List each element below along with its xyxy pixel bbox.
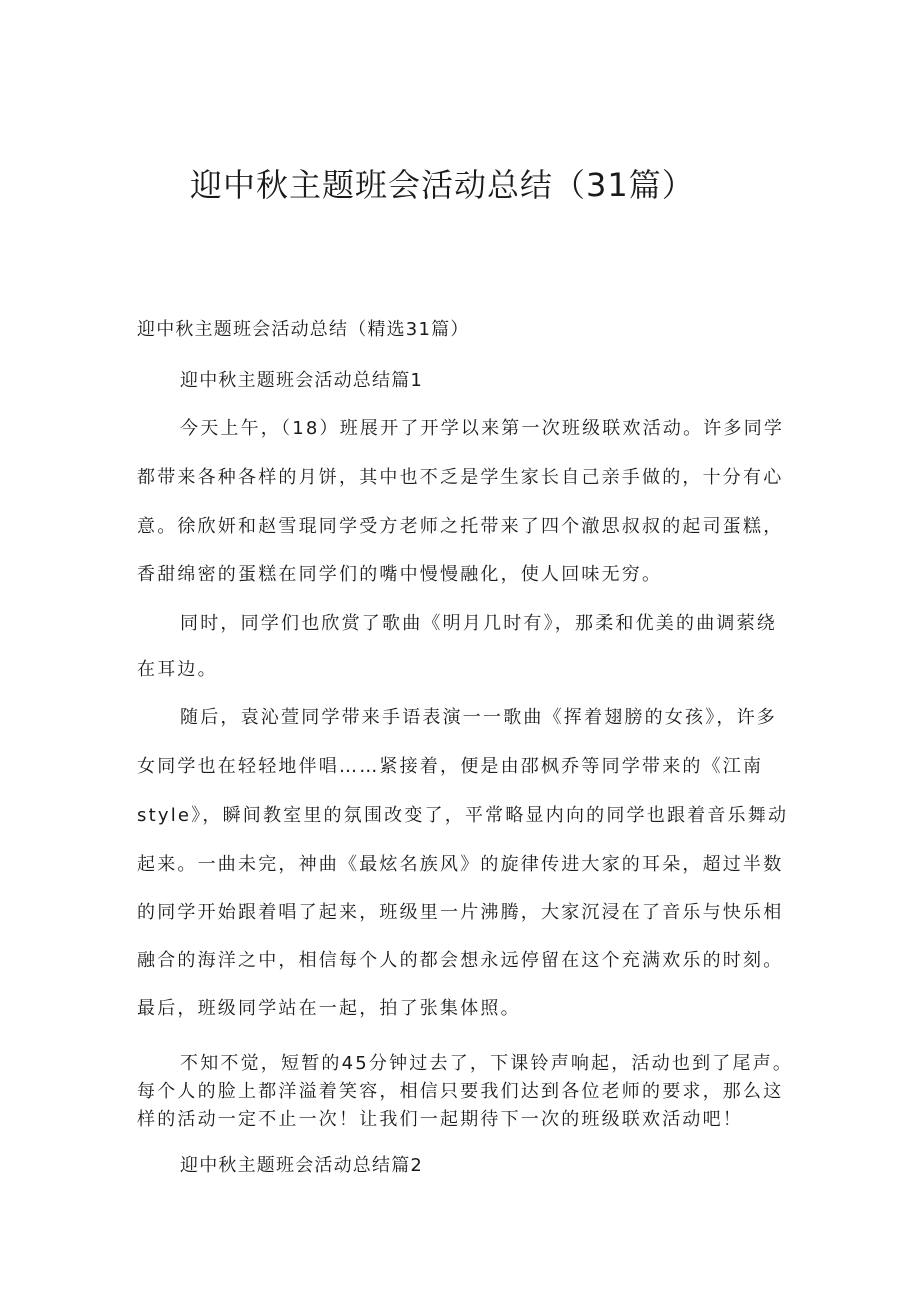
paragraph-2-line: 同时，同学们也欣赏了歌曲《明月几时有》，那柔和优美的曲调萦绕 [180, 613, 777, 634]
paragraph-3-line: 随后，袁沁萱同学带来手语表演一一歌曲《挥着翅膀的女孩》，许多 [180, 707, 777, 728]
paragraph-4-line: 每个人的脸上都洋溢着笑容，相信只要我们达到各位老师的要求，那么这 [137, 1081, 784, 1102]
paragraph-1-line: 意。徐欣妍和赵雪琨同学受方老师之托带来了四个澈思叔叔的起司蛋糕， [137, 516, 784, 537]
paragraph-3-line: 的同学开始跟着唱了起来，班级里一片沸腾，大家沉浸在了音乐与快乐相 [137, 902, 784, 923]
document-title: 迎中秋主题班会活动总结（31篇） [190, 166, 695, 204]
paragraph-3-line: 最后，班级同学站在一起，拍了张集体照。 [137, 998, 521, 1019]
paragraph-3-line: style》，瞬间教室里的氛围改变了，平常略显内向的同学也跟着音乐舞动 [137, 805, 789, 826]
paragraph-3-line: 起来。一曲未完，神曲《最炫名族风》的旋律传进大家的耳朵，超过半数 [137, 854, 784, 875]
paragraph-4-line: 样的活动一定不止一次！让我们一起期待下一次的班级联欢活动吧！ [137, 1109, 743, 1130]
paragraph-1-line: 都带来各种各样的月饼，其中也不乏是学生家长自己亲手做的，十分有心 [137, 467, 784, 488]
paragraph-3-line: 融合的海洋之中，相信每个人的都会想永远停留在这个充满欢乐的时刻。 [137, 950, 784, 971]
paragraph-2-line: 在耳边。 [137, 659, 218, 680]
paragraph-3-line: 女同学也在轻轻地伴唱……紧接着，便是由邵枫乔等同学带来的《江南 [137, 756, 764, 777]
section-heading-2: 迎中秋主题班会活动总结篇2 [180, 1155, 424, 1176]
paragraph-1-line: 今天上午，（18）班展开了开学以来第一次班级联欢活动。许多同学 [180, 418, 785, 439]
paragraph-4-line: 不知不觉，短暂的45分钟过去了，下课铃声响起，活动也到了尾声。 [180, 1053, 794, 1074]
document-subtitle: 迎中秋主题班会活动总结（精选31篇） [137, 319, 470, 340]
paragraph-1-line: 香甜绵密的蛋糕在同学们的嘴中慢慢融化，使人回味无穷。 [137, 564, 663, 585]
section-heading-1: 迎中秋主题班会活动总结篇1 [180, 370, 424, 391]
